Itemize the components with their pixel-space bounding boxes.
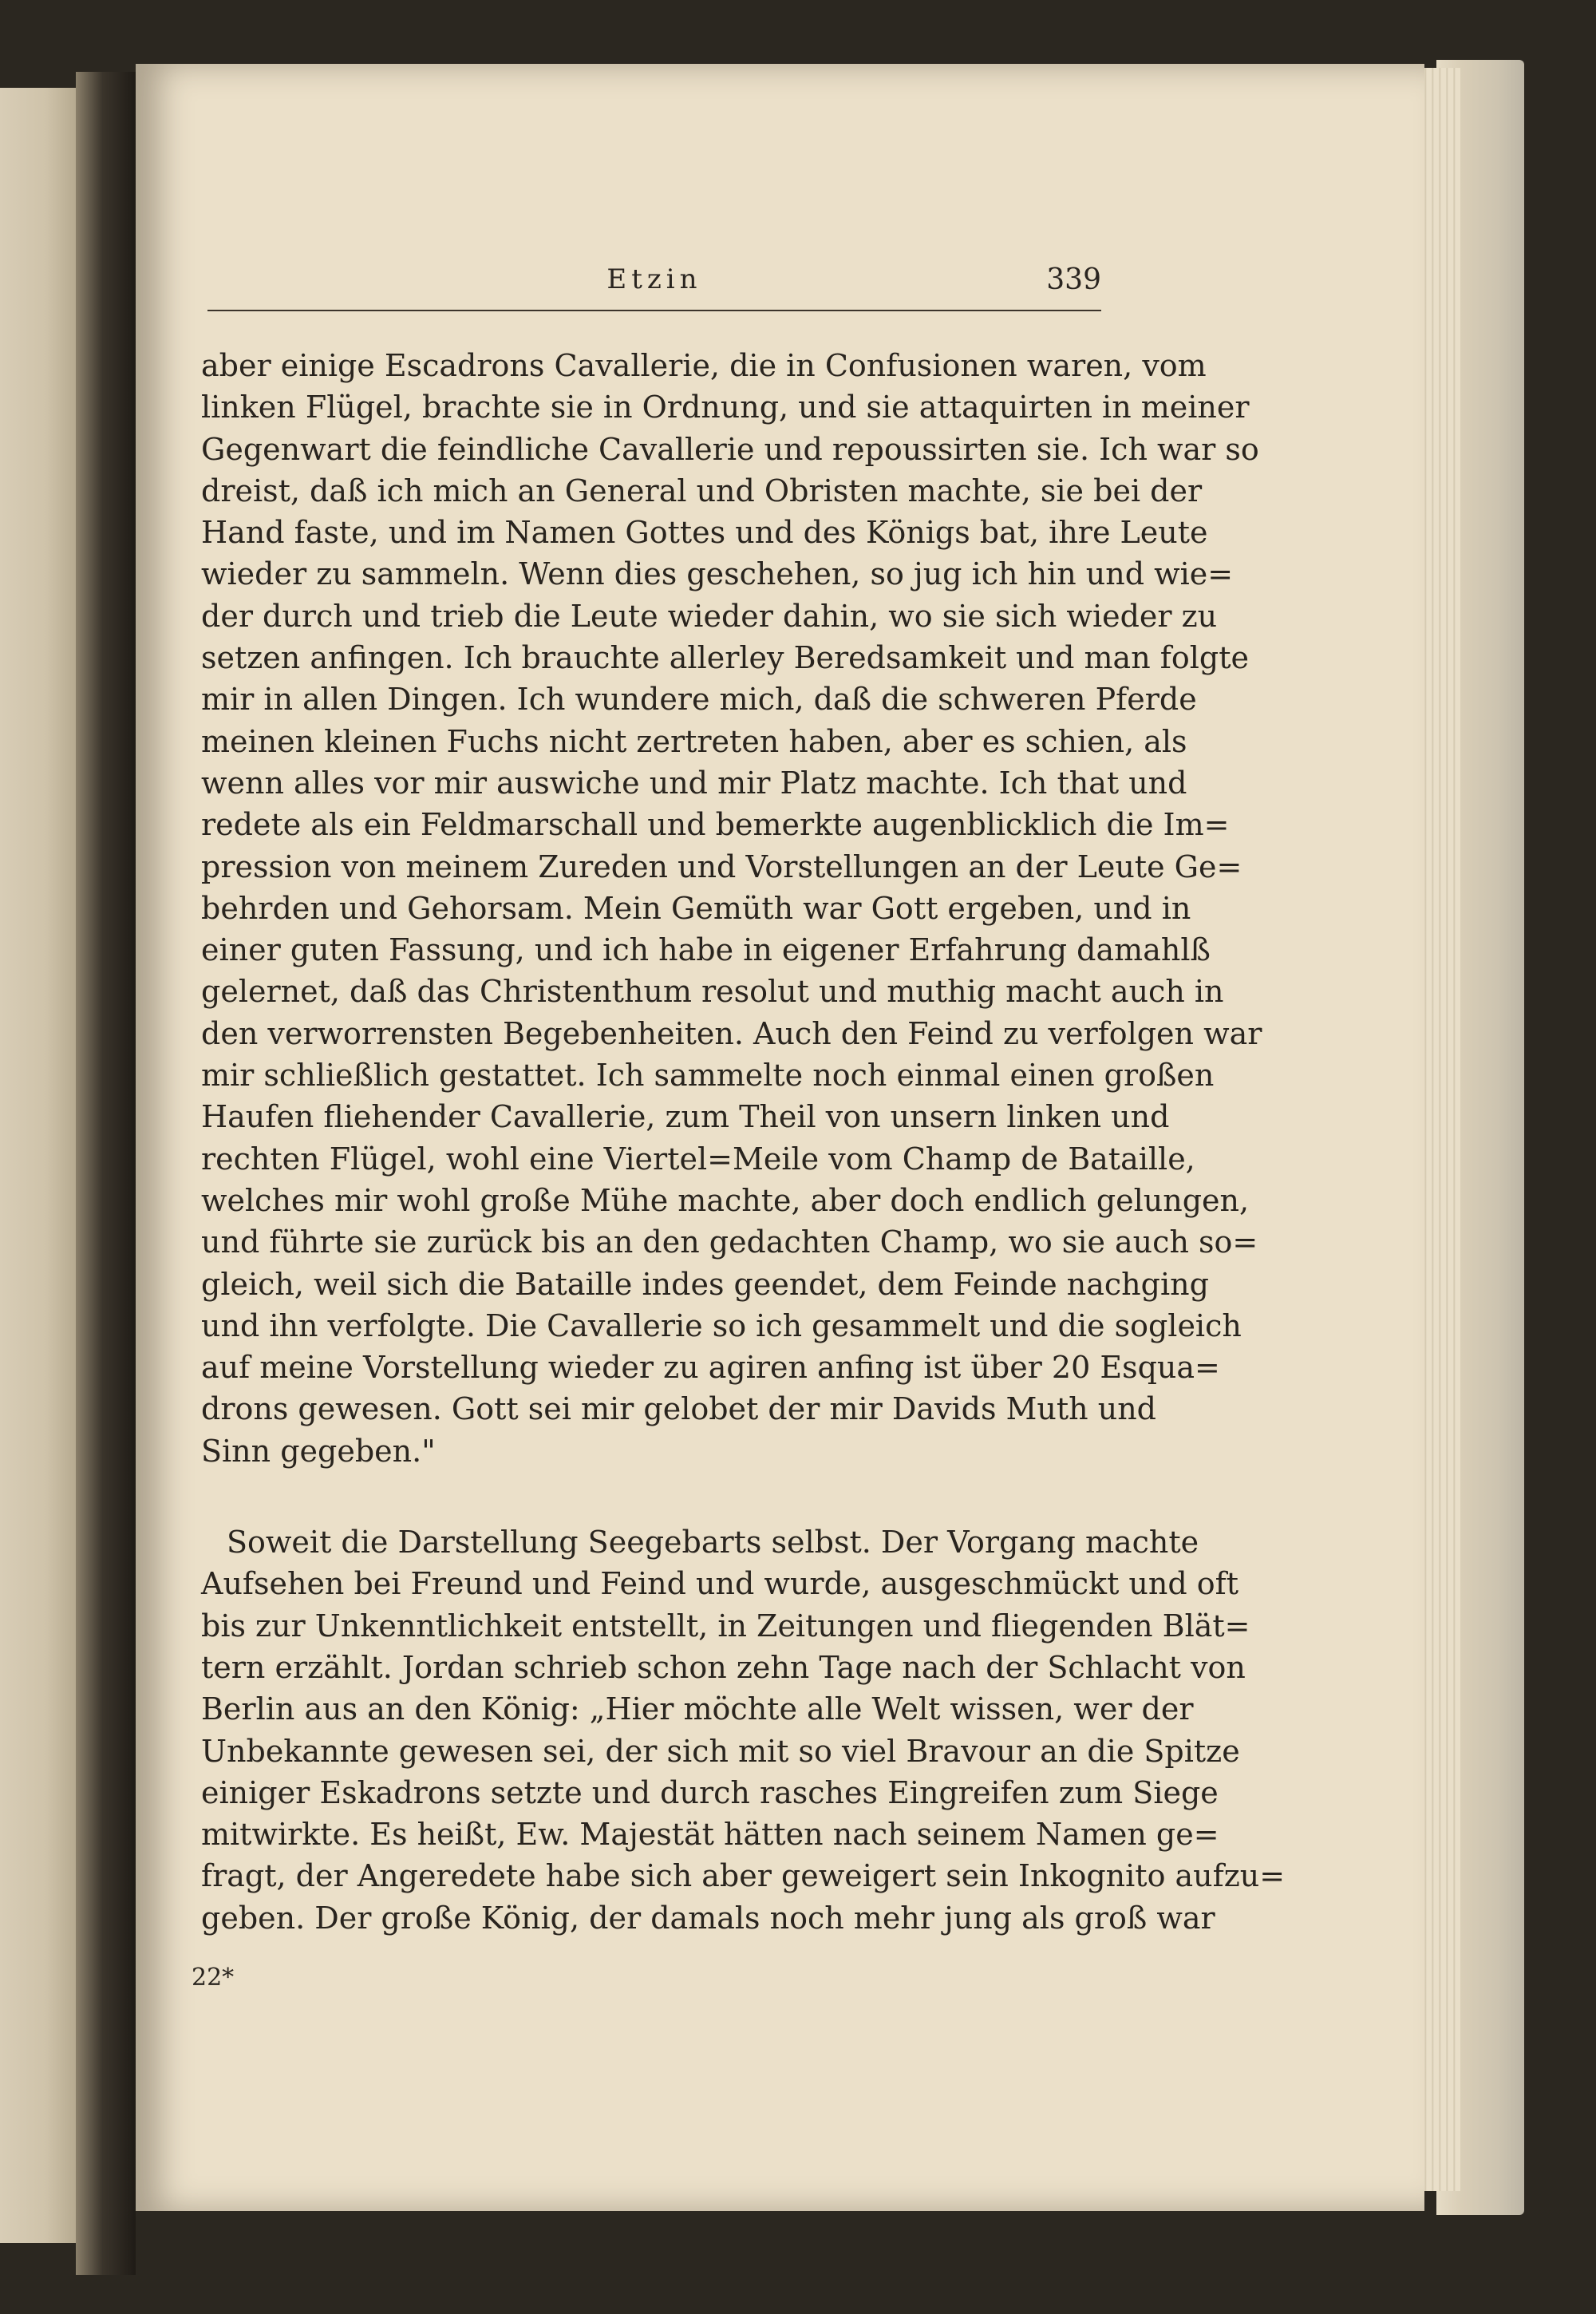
text-line: aber einige Escadrons Cavallerie, die in Confusionen waren, vom bbox=[201, 348, 1207, 383]
text-line: auf meine Vorstellung wieder zu agiren anfing ist über 20 Esqua= bbox=[201, 1350, 1220, 1386]
text-line: Gegenwart die feindliche Cavallerie und repoussirten sie. Ich war so bbox=[201, 431, 1259, 467]
text-line: Sinn gegeben." bbox=[201, 1433, 436, 1469]
header-rule bbox=[207, 310, 1101, 311]
text-line: behrden und Gehorsam. Mein Gemüth war Gott ergeben, und in bbox=[201, 890, 1191, 926]
text-line: einiger Eskadrons setzte und durch rasches Eingreifen zum Siege bbox=[201, 1774, 1219, 1810]
text-line: wieder zu sammeln. Wenn dies geschehen, so jug ich hin und wie= bbox=[201, 556, 1234, 592]
text-line: bis zur Unkenntlichkeit entstellt, in Zeitungen und fliegenden Blät= bbox=[201, 1608, 1250, 1644]
text-line: pression von meinem Zureden und Vorstellungen an der Leute Ge= bbox=[201, 848, 1242, 884]
text-line: fragt, der Angeredete habe sich aber geweigert sein Inkognito aufzu= bbox=[201, 1858, 1286, 1894]
text-line: gelernet, daß das Christenthum resolut und muthig macht auch in bbox=[201, 974, 1224, 1010]
text-line: redete als ein Feldmarschall und bemerkte augenblicklich die Im= bbox=[201, 807, 1230, 843]
text-line: Aufsehen bei Freund und Feind und wurde, ausgeschmückt und oft bbox=[201, 1566, 1238, 1602]
signature-mark: 22* bbox=[192, 1964, 235, 1992]
text-line: welches mir wohl große Mühe machte, aber doch endlich gelungen, bbox=[201, 1182, 1250, 1218]
left-page-edge bbox=[0, 88, 76, 2243]
text-line: einer guten Fassung, und ich habe in eigener Erfahrung damahlß bbox=[201, 932, 1211, 968]
text-line: geben. Der große König, der damals noch mehr jung als groß war bbox=[201, 1900, 1215, 1936]
text-line: Hand faste, und im Namen Gottes und des Königs bat, ihre Leute bbox=[201, 515, 1208, 551]
text-line: Berlin aus an den König: „Hier möchte alle Welt wissen, wer der bbox=[201, 1691, 1194, 1727]
paragraph-gap bbox=[201, 1472, 1111, 1521]
text-line: meinen kleinen Fuchs nicht zertreten haben, aber es schien, als bbox=[201, 723, 1187, 759]
text-line: den verworrensten Begebenheiten. Auch den Feind zu verfolgen war bbox=[201, 1015, 1262, 1051]
text-line: und ihn verfolgte. Die Cavallerie so ich gesammelt und die sogleich bbox=[201, 1307, 1242, 1343]
text-line: tern erzählt. Jordan schrieb schon zehn Tage nach der Schlacht von bbox=[201, 1649, 1246, 1685]
text-line: dreist, daß ich mich an General und Obristen machte, sie bei der bbox=[201, 473, 1203, 508]
text-line: drons gewesen. Gott sei mir gelobet der mir Davids Muth und bbox=[201, 1391, 1156, 1427]
body-text bbox=[201, 345, 1286, 1939]
text-line: gleich, weil sich die Bataille indes geendet, dem Feinde nachging bbox=[201, 1266, 1209, 1302]
text-line: Soweit die Darstellung Seegebarts selbst. Der Vorgang machte bbox=[227, 1525, 1199, 1560]
running-head: Etzin bbox=[606, 263, 702, 295]
text-line: der durch und trieb die Leute wieder dahin, wo sie sich wieder zu bbox=[201, 598, 1218, 634]
page-header bbox=[207, 263, 1101, 311]
text-line: Haufen fliehender Cavallerie, zum Theil von unsern linken und bbox=[201, 1099, 1170, 1135]
text-line: setzen anfingen. Ich brauchte allerley Beredsamkeit und man folgte bbox=[201, 640, 1249, 676]
page-number: 339 bbox=[1046, 263, 1101, 296]
text-line: linken Flügel, brachte sie in Ordnung, und sie attaquirten in meiner bbox=[201, 390, 1250, 425]
text-line: mir schließlich gestattet. Ich sammelte noch einmal einen großen bbox=[201, 1058, 1215, 1094]
quote-paragraph bbox=[201, 345, 1262, 1472]
text-line: mitwirkte. Es heißt, Ew. Majestät hätten nach seinem Namen ge= bbox=[201, 1817, 1219, 1853]
main-paragraph bbox=[201, 1521, 1286, 1939]
text-line: mir in allen Dingen. Ich wundere mich, daß die schweren Pferde bbox=[201, 682, 1197, 718]
book-gutter bbox=[76, 72, 136, 2275]
text-line: und führte sie zurück bis an den gedachten Champ, wo sie auch so= bbox=[201, 1224, 1258, 1260]
text-line: rechten Flügel, wohl eine Viertel=Meile vom Champ de Bataille, bbox=[201, 1141, 1195, 1177]
text-line: Unbekannte gewesen sei, der sich mit so viel Bravour an die Spitze bbox=[201, 1733, 1240, 1769]
text-line: wenn alles vor mir auswiche und mir Platz machte. Ich that und bbox=[201, 765, 1187, 801]
